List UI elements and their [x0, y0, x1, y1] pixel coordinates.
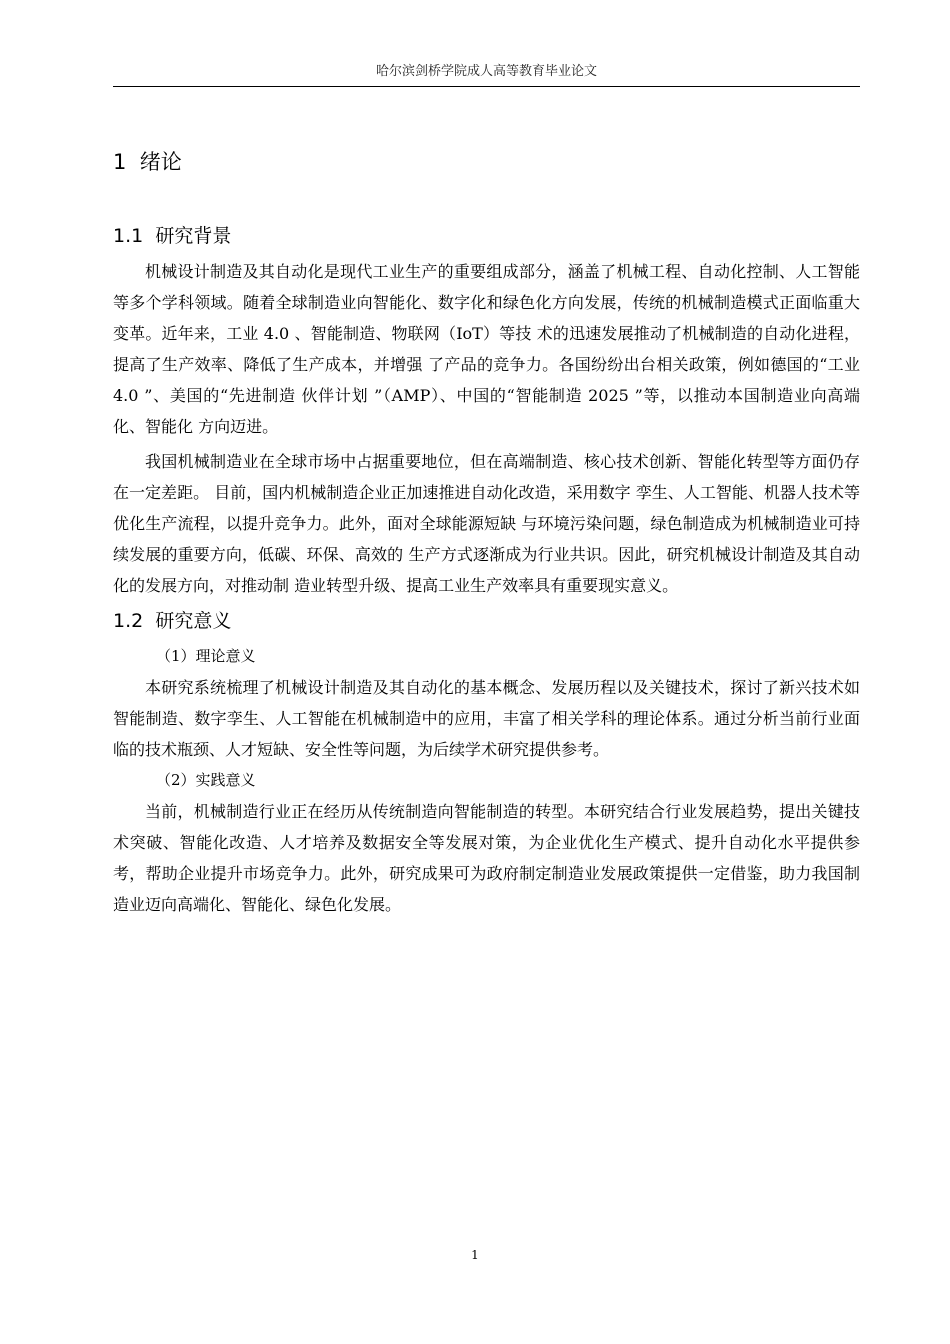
section-heading-significance: [113, 601, 860, 641]
chapter-title: 绪论: [139, 150, 182, 174]
body-paragraph: 当前，机械制造行业正在经历从传统制造向智能制造的转型。本研究结合行业发展趋势，提出关键技术突破、智能化改造、人才培养及数据安全等发展对策，为企业优化生产模式、提升自动化水平提供参考，帮助企业提升市场竞争力。此外，研究成果可为政府制定制造业发展政策提供一定借鉴，助力我国制造业迈向高端化、智能化、绿色化发展。: [113, 802, 860, 914]
section-title: 研究意义: [155, 610, 232, 632]
chapter-heading: [113, 140, 860, 184]
body-paragraph: 机械设计制造及其自动化是现代工业生产的重要组成部分，涵盖了机械工程、自动化控制、人工智能等多个学科领域。随着全球制造业向智能化、数字化和绿色化方向发展，传统的机械制造模式正面临重大变革。近年来，工业 4.0 、智能制造、物联网（IoT）等技 术的迅速发展推动了机械制造的自动化进程，提高了生产效率、降低了生产成本，并增强 了产品的竞争力。各国纷纷出台相关政策，例如德国的“工业 4.0 ”、美国的“先进制造 伙伴计划 ”（AMP）、中国的“智能制造 2025 ”等，以推动本国制造业向高端化、智能化 方向迈进。: [113, 262, 860, 436]
document-body: [113, 140, 860, 920]
body-paragraph: 我国机械制造业在全球市场中占据重要地位，但在高端制造、核心技术创新、智能化转型等方面仍存在一定差距。 目前，国内机械制造企业正加速推进自动化改造，采用数字 孪生、人工智能、机器人技术等优化生产流程，以提升竞争力。此外，面对全球能源短缺 与环境污染问题，绿色制造成为机械制造业可持续发展的重要方向，低碳、环保、高效的 生产方式逐渐成为行业共识。因此，研究机械设计制造及其自动化的发展方向，对推动制 造业转型升级、提高工业生产效率具有重要现实意义。: [113, 452, 860, 595]
running-header: 哈尔滨剑桥学院成人高等教育毕业论文: [375, 64, 597, 79]
section-title: 研究背景: [155, 225, 232, 247]
section-number: 1.1: [113, 225, 144, 247]
chapter-number: 1: [113, 150, 127, 174]
page-number: 1: [471, 1248, 479, 1262]
body-paragraph: 本研究系统梳理了机械设计制造及其自动化的基本概念、发展历程以及关键技术，探讨了新兴技术如智能制造、数字孪生、人工智能在机械制造中的应用，丰富了相关学科的理论体系。通过分析当前行业面临的技术瓶颈、人才短缺、安全性等问题，为后续学术研究提供参考。: [113, 678, 860, 759]
section-heading-background: [113, 216, 860, 256]
section-number: 1.2: [113, 610, 144, 632]
header-divider: [113, 86, 860, 87]
subsection-label: （2）实践意义: [156, 771, 256, 789]
subsection-label: （1）理论意义: [156, 647, 256, 665]
